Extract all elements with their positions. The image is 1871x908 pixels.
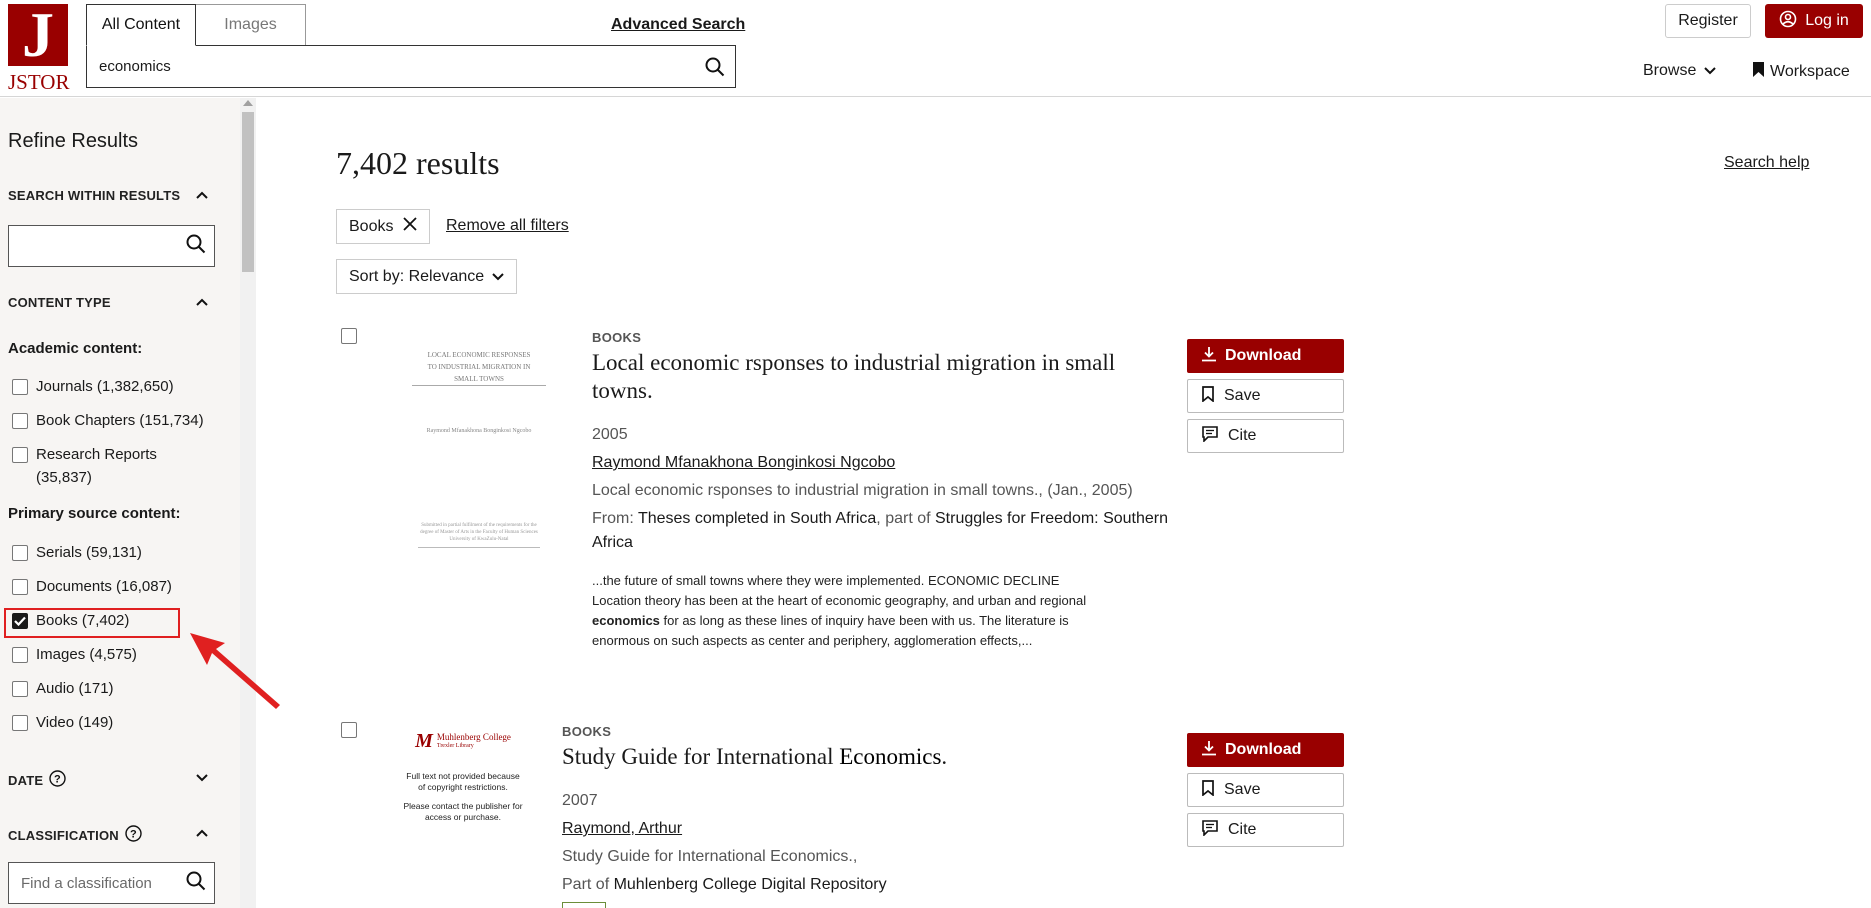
save-label: Save bbox=[1224, 781, 1261, 798]
sidebar-scrollbar-thumb[interactable] bbox=[242, 112, 254, 272]
access-badge bbox=[562, 902, 606, 908]
date-heading[interactable] bbox=[8, 770, 66, 790]
chevron-down-icon[interactable] bbox=[196, 769, 208, 785]
filter-documents[interactable] bbox=[12, 575, 212, 598]
sort-label: Sort by: Relevance bbox=[349, 267, 485, 285]
filter-label: Documents (16,087) bbox=[36, 578, 172, 595]
refine-results-title: Refine Results bbox=[8, 130, 139, 152]
browse-label: Browse bbox=[1643, 62, 1697, 79]
classification-placeholder: Find a classification bbox=[21, 874, 152, 892]
checkbox[interactable] bbox=[12, 545, 28, 561]
filter-label: Serials (59,131) bbox=[36, 544, 142, 561]
quote-icon bbox=[1202, 820, 1218, 841]
filter-label: Book Chapters (151,734) bbox=[36, 412, 204, 429]
content-type-heading[interactable] bbox=[8, 295, 111, 310]
result-source bbox=[562, 873, 1162, 897]
checkbox[interactable] bbox=[12, 379, 28, 395]
login-button[interactable] bbox=[1765, 4, 1863, 38]
search-within-label: SEARCH WITHIN RESULTS bbox=[8, 188, 181, 203]
chevron-up-icon[interactable] bbox=[196, 293, 208, 309]
collection-link[interactable]: Muhlenberg College Digital Repository bbox=[613, 876, 887, 893]
annotation-highlight-box bbox=[4, 608, 180, 638]
save-button[interactable] bbox=[1187, 379, 1344, 413]
result-author-link[interactable]: Raymond, Arthur bbox=[562, 820, 683, 837]
download-label: Download bbox=[1225, 741, 1302, 758]
part-of-text: , part of bbox=[876, 510, 935, 527]
active-filter-chip[interactable] bbox=[336, 209, 430, 244]
thumbnail-college: Muhlenberg College bbox=[436, 731, 511, 742]
search-within-input[interactable] bbox=[8, 225, 215, 267]
result-thumbnail[interactable] bbox=[404, 335, 554, 555]
content-type-label: BOOKS bbox=[562, 724, 612, 739]
header bbox=[0, 0, 1871, 97]
search-icon[interactable] bbox=[186, 871, 206, 895]
browse-menu[interactable] bbox=[1643, 62, 1716, 80]
quote-icon bbox=[1202, 426, 1218, 447]
annotation-arrow-icon bbox=[185, 625, 285, 710]
filter-audio[interactable] bbox=[12, 677, 212, 700]
help-icon[interactable] bbox=[125, 825, 142, 845]
filter-label: Journals (1,382,650) bbox=[36, 378, 174, 395]
user-circle-icon bbox=[1779, 10, 1797, 33]
college-logo-text bbox=[437, 733, 511, 751]
filter-label: Audio (171) bbox=[36, 680, 114, 697]
result-thumbnail[interactable] bbox=[388, 726, 538, 846]
content-type-label: BOOKS bbox=[592, 330, 642, 345]
result-source bbox=[592, 507, 1172, 555]
thumbnail-title: LOCAL ECONOMIC RESPONSES TO INDUSTRIAL MIGRATION IN SMALL TOWNS bbox=[412, 335, 546, 386]
filter-chip-label: Books bbox=[349, 217, 394, 235]
checkbox[interactable] bbox=[12, 647, 28, 663]
search-tabs bbox=[86, 4, 306, 46]
thumbnail-logo bbox=[388, 730, 538, 753]
cite-label: Cite bbox=[1228, 821, 1257, 838]
cite-button[interactable] bbox=[1187, 419, 1344, 453]
chevron-down-icon bbox=[492, 268, 504, 286]
result-title[interactable]: Local economic rsponses to industrial migration in small towns. bbox=[592, 350, 1116, 403]
logo-text: JSTOR bbox=[8, 70, 70, 94]
tab-images[interactable]: Images bbox=[196, 4, 306, 46]
result-year: 2007 bbox=[562, 792, 598, 809]
chevron-up-icon[interactable] bbox=[196, 824, 208, 840]
bookmark-icon bbox=[1202, 780, 1214, 801]
thumbnail-library: Trexler Library bbox=[436, 742, 474, 749]
filter-journals[interactable] bbox=[12, 375, 212, 398]
help-icon[interactable] bbox=[49, 770, 66, 790]
filter-images[interactable] bbox=[12, 643, 212, 666]
filter-label: Books (7,402) bbox=[36, 612, 130, 629]
result-title[interactable] bbox=[562, 743, 1162, 771]
result-citation: Local economic rsponses to industrial migration in small towns., (Jan., 2005) bbox=[592, 482, 1133, 499]
sort-dropdown[interactable] bbox=[336, 259, 517, 294]
primary-source-label: Primary source content: bbox=[8, 505, 181, 522]
login-label: Log in bbox=[1805, 12, 1849, 29]
college-logo-icon: M bbox=[415, 730, 433, 752]
checkbox[interactable] bbox=[12, 447, 28, 463]
download-icon bbox=[1201, 346, 1217, 367]
snippet-text: ...the future of small towns where they were implemented. ECONOMIC DECLINE Location theory has been at the heart of economic geography, and urban and regional bbox=[592, 573, 1087, 608]
remove-all-filters-link[interactable]: Remove all filters bbox=[446, 217, 569, 234]
tab-all-content[interactable]: All Content bbox=[86, 4, 196, 46]
filter-video[interactable] bbox=[12, 711, 212, 734]
svg-text:?: ? bbox=[54, 773, 62, 786]
checkbox[interactable] bbox=[12, 681, 28, 697]
workspace-link[interactable] bbox=[1753, 62, 1850, 82]
checkbox[interactable] bbox=[12, 715, 28, 731]
date-label: DATE bbox=[8, 772, 44, 788]
thumbnail-author: Raymond Mfanakhona Bonginkosi Ngcobo bbox=[426, 428, 532, 434]
cite-label: Cite bbox=[1228, 427, 1257, 444]
download-icon bbox=[1201, 740, 1217, 761]
part-of-text: Part of bbox=[562, 876, 614, 893]
title-text: Study Guide for International bbox=[562, 744, 840, 769]
snippet-keyword: economics bbox=[592, 613, 660, 628]
filter-label: Images (4,575) bbox=[36, 646, 137, 663]
workspace-label: Workspace bbox=[1770, 63, 1850, 80]
results-count: 7,402 results bbox=[336, 145, 500, 181]
jstor-logo[interactable] bbox=[8, 0, 72, 94]
from-prefix: From: bbox=[592, 510, 638, 527]
content-type-label: CONTENT TYPE bbox=[8, 295, 111, 310]
search-help-link[interactable]: Search help bbox=[1724, 154, 1810, 171]
thumbnail-note: Please contact the publisher for access or purchase. bbox=[403, 801, 523, 822]
search-icon[interactable] bbox=[695, 57, 735, 77]
classification-heading[interactable] bbox=[8, 825, 142, 845]
filter-book-chapters[interactable] bbox=[12, 409, 212, 432]
classification-search-input[interactable] bbox=[8, 862, 215, 904]
snippet-text: for as long as these lines of inquiry have been with us. The literature is enormous on such aspects as center and periphery, agglomeration effects,... bbox=[592, 613, 1069, 648]
bookmark-icon bbox=[1753, 62, 1764, 82]
filter-label: Video (149) bbox=[36, 714, 114, 731]
bookmark-icon bbox=[1202, 386, 1214, 407]
advanced-search-link[interactable]: Advanced Search bbox=[611, 16, 746, 33]
collection-link[interactable]: Theses completed in South Africa bbox=[637, 510, 877, 527]
classification-label: CLASSIFICATION bbox=[8, 827, 119, 843]
filter-serials[interactable] bbox=[12, 541, 212, 564]
close-icon[interactable] bbox=[403, 217, 417, 236]
register-button[interactable]: Register bbox=[1665, 4, 1751, 38]
result-select-checkbox[interactable] bbox=[341, 328, 357, 344]
academic-content-label: Academic content: bbox=[8, 340, 143, 357]
download-button[interactable] bbox=[1187, 733, 1344, 767]
jstor-logo-mark: J bbox=[8, 4, 68, 66]
title-keyword: Economics bbox=[839, 744, 942, 769]
save-label: Save bbox=[1224, 387, 1261, 404]
search-within-heading[interactable] bbox=[8, 188, 180, 203]
chevron-up-icon[interactable] bbox=[196, 186, 208, 202]
result-select-checkbox[interactable] bbox=[341, 722, 357, 738]
title-text: . bbox=[941, 744, 948, 769]
result-citation: Study Guide for International Economics., bbox=[562, 848, 858, 865]
thumbnail-footer: Submitted in partial fulfilment of the requirements for the degree of Master of Arts in the Faculty of Human Sciences University of KwaZulu-Natal bbox=[418, 522, 540, 548]
cite-button[interactable] bbox=[1187, 813, 1344, 847]
download-label: Download bbox=[1225, 347, 1302, 364]
scroll-up-icon[interactable] bbox=[243, 100, 253, 106]
result-year: 2005 bbox=[592, 426, 628, 443]
checkbox[interactable] bbox=[12, 413, 28, 429]
svg-text:?: ? bbox=[129, 828, 137, 841]
chevron-down-icon bbox=[1704, 62, 1716, 80]
filter-label: Research Reports (35,837) bbox=[36, 446, 157, 486]
search-input[interactable] bbox=[86, 45, 736, 88]
filter-research-reports[interactable] bbox=[12, 443, 172, 489]
result-snippet bbox=[592, 571, 1092, 651]
search-icon[interactable] bbox=[186, 234, 206, 259]
search-input-value[interactable]: economics bbox=[99, 58, 171, 75]
collection-link[interactable]: Struggles for Freedom: Southern Africa bbox=[592, 510, 1169, 551]
download-button[interactable] bbox=[1187, 339, 1344, 373]
save-button[interactable] bbox=[1187, 773, 1344, 807]
thumbnail-note: Full text not provided because of copyright restrictions. bbox=[406, 771, 520, 792]
checkbox[interactable] bbox=[12, 579, 28, 595]
result-author-link[interactable]: Raymond Mfanakhona Bonginkosi Ngcobo bbox=[592, 454, 896, 471]
